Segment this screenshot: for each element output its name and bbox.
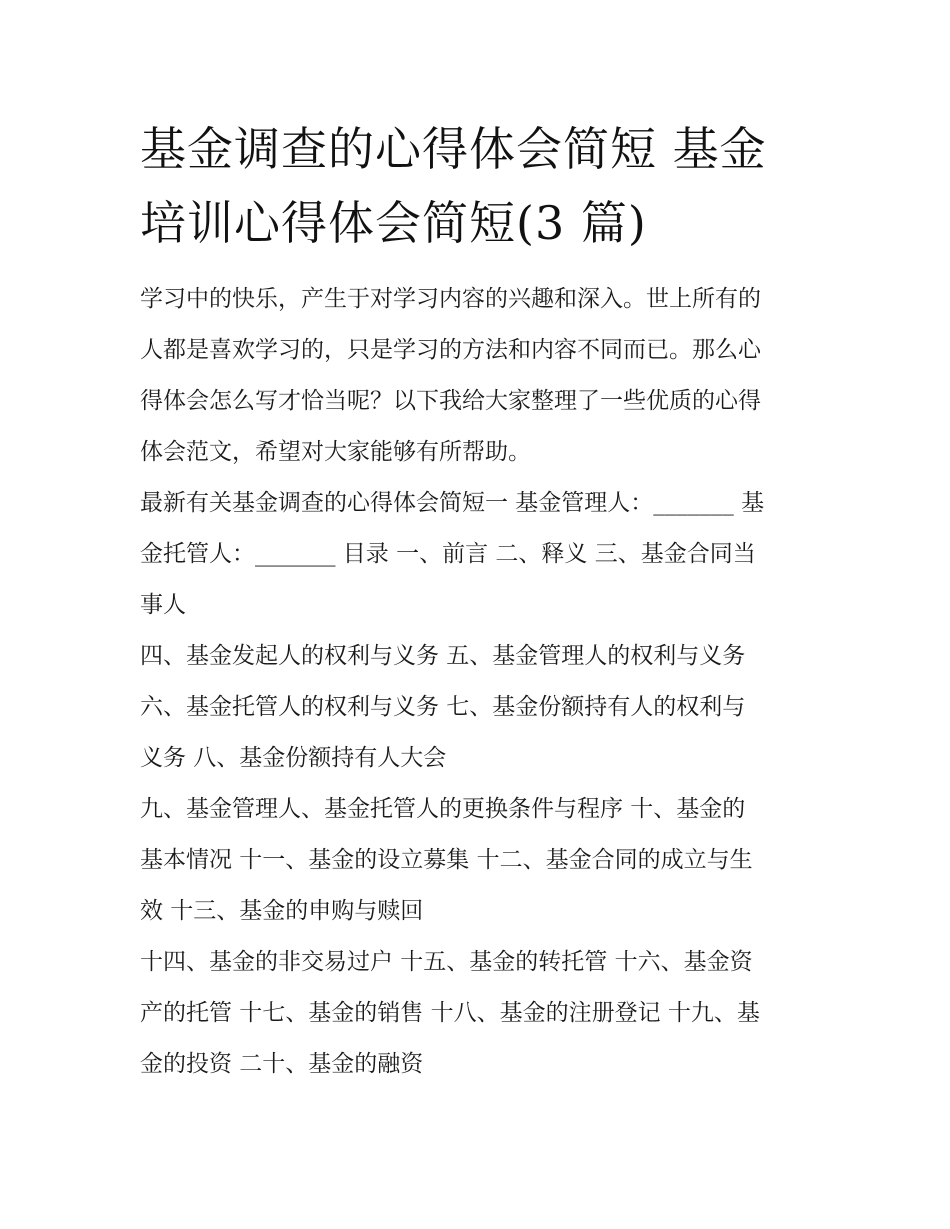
text-line: 基本情况 十一、基金的设立募集 十二、基金合同的成立与生 — [140, 847, 753, 873]
text-line: 最新有关基金调查的心得体会简短一 基金管理人：_______ 基 — [140, 490, 765, 516]
document-body — [140, 274, 812, 1090]
contents-paragraph — [140, 478, 812, 631]
title-line: 基金调查的心得体会简短 基金 — [140, 122, 767, 176]
text-line: 金的投资 二十、基金的融资 — [140, 1051, 424, 1077]
document-page — [140, 112, 812, 1090]
contents-paragraph — [140, 937, 812, 1090]
text-line: 人都是喜欢学习的，只是学习的方法和内容不同而已。那么心 — [140, 337, 761, 363]
text-line: 九、基金管理人、基金托管人的更换条件与程序 十、基金的 — [140, 796, 746, 822]
text-line: 义务 八、基金份额持有人大会 — [140, 745, 447, 771]
title-line: 培训心得体会简短(3 篇) — [140, 196, 647, 250]
text-line: 得体会怎么写才恰当呢？以下我给大家整理了一些优质的心得 — [140, 388, 761, 414]
text-line: 四、基金发起人的权利与义务 五、基金管理人的权利与义务 — [140, 643, 746, 669]
text-line: 体会范文，希望对大家能够有所帮助。 — [140, 439, 531, 465]
text-line: 十四、基金的非交易过户 十五、基金的转托管 十六、基金资 — [140, 949, 753, 975]
text-line: 效 十三、基金的申购与赎回 — [140, 898, 424, 924]
text-line: 金托管人：_______ 目录 一、前言 二、释义 三、基金合同当 — [140, 541, 756, 567]
intro-paragraph — [140, 274, 812, 478]
text-line: 产的托管 十七、基金的销售 十八、基金的注册登记 十九、基 — [140, 1000, 760, 1026]
text-line: 六、基金托管人的权利与义务 七、基金份额持有人的权利与 — [140, 694, 746, 720]
contents-paragraph — [140, 631, 812, 784]
page-title — [140, 112, 812, 260]
contents-paragraph — [140, 784, 812, 937]
text-line: 学习中的快乐，产生于对学习内容的兴趣和深入。世上所有的 — [140, 286, 761, 312]
text-line: 事人 — [140, 592, 186, 618]
